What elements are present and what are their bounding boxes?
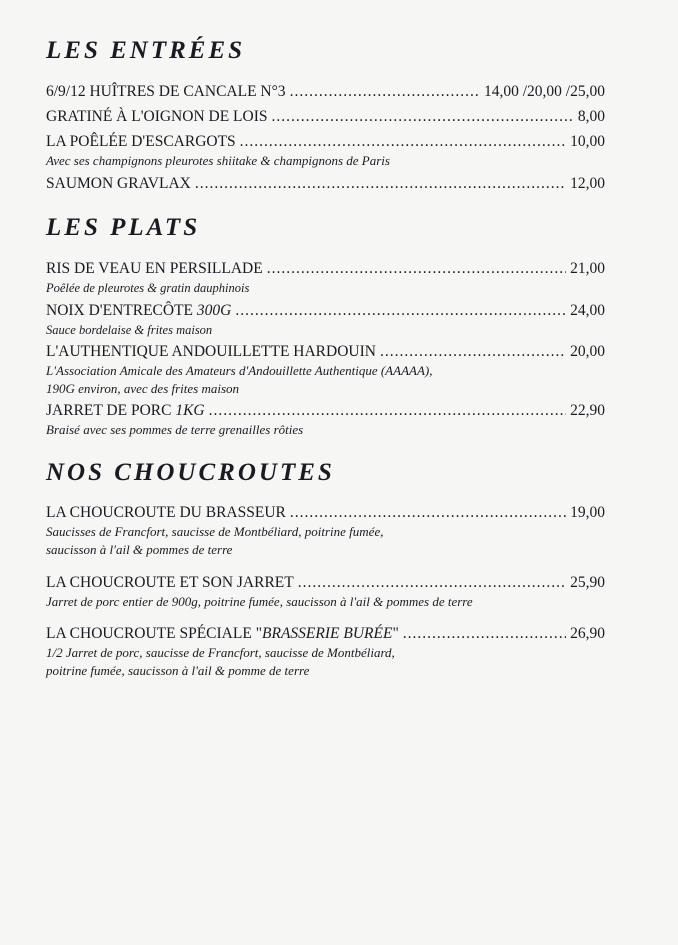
menu-item-choucroute-jarret (46, 573, 605, 611)
dot-leader (209, 401, 566, 421)
item-price: 24,00 (570, 302, 605, 319)
dot-leader (403, 624, 566, 644)
item-price: 22,90 (570, 402, 605, 419)
item-description: Poêlée de pleurotes & gratin dauphinois (46, 281, 250, 295)
dot-leader (380, 342, 566, 362)
item-name: L'AUTHENTIQUE ANDOUILLETTE HARDOUIN (46, 343, 376, 360)
item-price: 21,00 (570, 260, 605, 277)
item-description: Avec ses champignons pleurotes shiitake & champignons de Paris (46, 153, 390, 168)
item-description: Jarret de porc entier de 900g, poitrine fumée, saucisson à l'ail & pommes de terre (46, 594, 473, 609)
item-description: 1/2 Jarret de porc, saucisse de Francfort, saucisse de Montbéliard, (46, 645, 395, 660)
item-price: 19,00 (570, 504, 605, 521)
item-description: Saucisses de Francfort, saucisse de Montbéliard, poitrine fumée, (46, 524, 384, 539)
dot-leader (235, 301, 566, 321)
menu-item-entrecote (46, 301, 605, 339)
item-name: NOIX D'ENTRECÔTE 300G (46, 302, 232, 319)
menu-item-escargots (46, 132, 605, 170)
item-description: Sauce bordelaise & frites maison (46, 323, 213, 337)
item-price: 10,00 (570, 133, 605, 150)
item-description-line2: poitrine fumée, saucisson à l'ail & pomme de terre (46, 663, 310, 678)
item-name: JARRET DE PORC 1KG (46, 402, 205, 419)
item-description: L'Association Amicale des Amateurs d'Andouillette Authentique (AAAAA), (46, 363, 433, 378)
item-name: LA CHOUCROUTE ET SON JARRET (46, 574, 294, 591)
menu-item-jarret (46, 401, 605, 439)
item-name: LA POÊLÉE D'ESCARGOTS (46, 133, 236, 150)
dot-leader (298, 573, 566, 593)
item-description-line2: 190G environ, avec des frites maison (46, 381, 240, 396)
dot-leader (267, 259, 566, 279)
dot-leader (195, 174, 566, 194)
item-price: 26,90 (570, 625, 605, 642)
dot-leader (240, 132, 566, 152)
item-price: 14,00 /20,00 /25,00 (484, 83, 605, 100)
menu-item-huitres (46, 82, 605, 102)
item-name: RIS DE VEAU EN PERSILLADE (46, 260, 263, 277)
item-price: 8,00 (577, 108, 605, 125)
item-name: 6/9/12 HUÎTRES DE CANCALE N°3 (46, 83, 286, 100)
item-description: Braisé avec ses pommes de terre grenailles rôties (46, 422, 304, 437)
item-name: SAUMON GRAVLAX (46, 175, 191, 192)
menu-item-gratine (46, 107, 605, 127)
item-price: 25,90 (570, 574, 605, 591)
menu-item-ris-de-veau (46, 259, 605, 297)
item-name: GRATINÉ À L'OIGNON DE LOIS (46, 108, 268, 125)
dot-leader (290, 82, 480, 102)
item-price: 12,00 (570, 175, 605, 192)
menu-item-saumon (46, 174, 605, 194)
menu-item-choucroute-brasseur (46, 503, 605, 559)
item-price: 20,00 (570, 343, 605, 360)
section-title-choucroutes: NOS CHOUCROUTES (46, 459, 335, 486)
item-name: LA CHOUCROUTE SPÉCIALE "BRASSERIE BURÉE" (46, 625, 399, 642)
section-title-entrees: LES ENTRÉES (46, 37, 246, 64)
menu-item-choucroute-speciale (46, 624, 605, 680)
dot-leader (272, 107, 574, 127)
section-title-plats: LES PLATS (46, 214, 201, 241)
dot-leader (290, 503, 566, 523)
item-name: LA CHOUCROUTE DU BRASSEUR (46, 504, 286, 521)
item-description-line2: saucisson à l'ail & pommes de terre (46, 542, 233, 557)
menu-item-andouillette (46, 342, 605, 398)
